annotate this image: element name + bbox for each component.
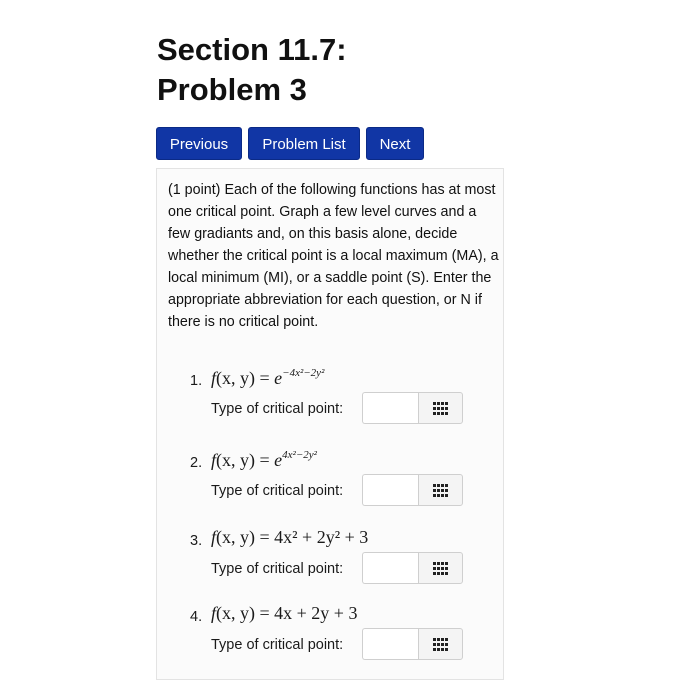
answer-tool-button[interactable]: [418, 628, 463, 660]
question-formula: f(x, $y) = e^{4x^2-2y^2}$: [211, 449, 317, 470]
grid-dots-icon: [433, 562, 449, 575]
question-number: 3.: [190, 533, 203, 549]
answer-input-1[interactable]: [362, 392, 418, 424]
answer-input-2[interactable]: [362, 474, 418, 506]
question-formula: f(x, $y) = e^{-4x^2-2y^2}$: [211, 367, 325, 388]
problem-statement: [168, 179, 500, 333]
grid-dots-icon: [433, 484, 449, 497]
question-item: [157, 603, 503, 663]
critical-point-label: Type of critical point:: [211, 561, 344, 577]
problem-panel: [156, 168, 504, 680]
grid-dots-icon: [433, 402, 449, 415]
question-item: [157, 449, 503, 509]
answer-input-3[interactable]: [362, 552, 418, 584]
grid-dots-icon: [433, 638, 449, 651]
critical-point-label: Type of critical point:: [211, 483, 344, 499]
problem-nav: [156, 127, 424, 160]
answer-tool-button[interactable]: [418, 474, 463, 506]
problem-list-button[interactable]: Problem List: [248, 127, 360, 160]
answer-input-4[interactable]: [362, 628, 418, 660]
question-formula: f(x, y) = 4x + 2y + 3: [211, 603, 358, 623]
critical-point-label: Type of critical point:: [211, 401, 344, 417]
critical-point-label: Type of critical point:: [211, 637, 344, 653]
question-formula: f(x, y) = 4x² + 2y² + 3: [211, 527, 369, 547]
question-number: 4.: [190, 609, 203, 625]
answer-tool-button[interactable]: [418, 392, 463, 424]
question-item: [157, 367, 503, 427]
problem-intro-text: Each of the following functions has at most one critical point. Graph a few level curves and a few gradiants and, on this basis alone, decide whether the critical point is a local maximum (MA), a local minimum (MI), or a saddle point (S). Enter the appropriate abbreviation for each question, or N if there is no critical point.: [168, 182, 499, 330]
problem-points: (1 point): [168, 182, 221, 198]
question-number: 1.: [190, 373, 203, 389]
page-title-line1: Section 11.7:: [157, 32, 347, 67]
next-button[interactable]: Next: [366, 127, 424, 160]
answer-tool-button[interactable]: [418, 552, 463, 584]
page-title: [157, 30, 347, 110]
question-number: 2.: [190, 455, 203, 471]
question-item: [157, 527, 503, 587]
page-title-line2: Problem 3: [157, 72, 307, 107]
previous-button[interactable]: Previous: [156, 127, 242, 160]
